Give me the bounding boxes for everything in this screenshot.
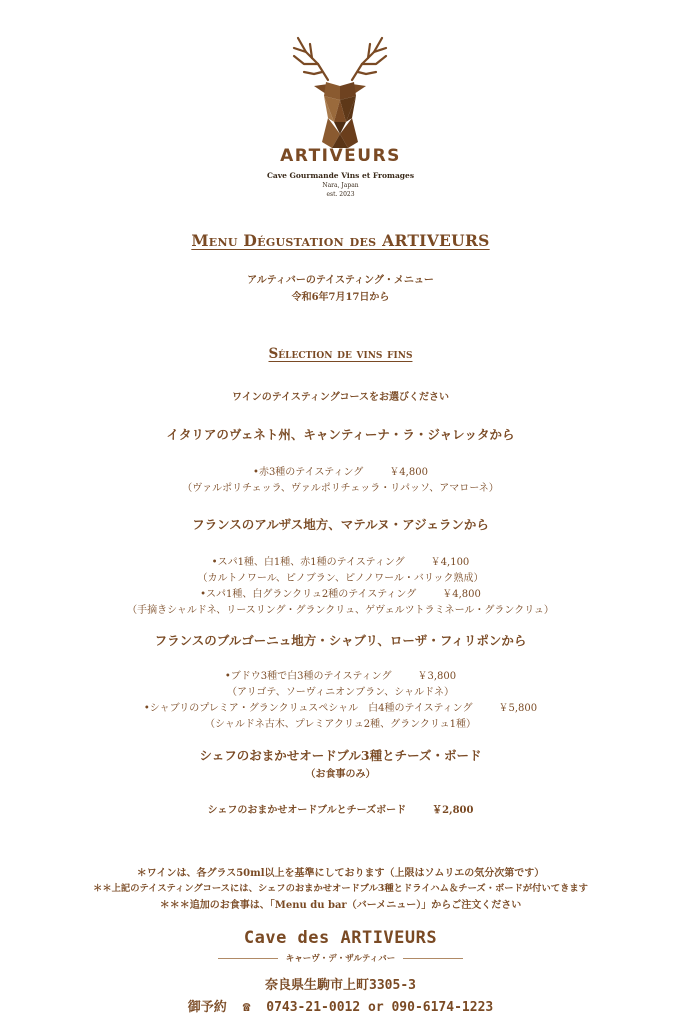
list-item — [0, 801, 681, 816]
shop-name: Cave des ARTIVEURS — [243, 928, 438, 948]
divider — [218, 958, 278, 959]
chef-item-price: ￥2,800 — [432, 805, 474, 816]
item-detail: （手摘きシャルドネ、リースリング・グランクリュ、ゲヴェルツトラミネール・グランクリュ） — [127, 605, 554, 616]
list-item — [0, 667, 681, 682]
chef-heading: シェフのおまかせオードブル3種とチーズ・ボード — [199, 748, 482, 763]
shop-kana-line — [0, 952, 681, 964]
list-item — [0, 553, 681, 568]
item-detail: （シャルドネ古木、プレミアクリュ2種、グランクリュ1種） — [205, 719, 476, 730]
phone-numbers[interactable]: 0743-21-0012 or 090-6174-1223 — [266, 1000, 494, 1015]
item-label: •ブドウ3種で白3種のテイスティング — [224, 671, 392, 682]
item-detail: （カルトノワール、ピノブラン、ピノノワール・バリック熟成） — [197, 573, 484, 584]
item-price: ￥4,800 — [442, 589, 481, 600]
phone-icon: ☎ — [242, 1000, 251, 1015]
stag-logo-icon — [288, 34, 392, 150]
wine-section-title: Sélection de vins fins — [268, 346, 413, 362]
shop-address: 奈良県生駒市上町3305-3 — [265, 978, 416, 993]
item-label: •スパ1種、白1種、赤1種のテイスティング — [211, 557, 405, 568]
menu-title: Menu Dégustation des ARTIVEURS — [191, 231, 490, 250]
list-item — [0, 699, 681, 714]
wine-section-intro: ワインのテイスティングコースをお選びください — [232, 392, 449, 403]
item-price: ￥4,100 — [430, 557, 470, 568]
brand-location: Nara, Japan — [322, 182, 359, 189]
menu-date: 令和6年7月17日から — [291, 292, 390, 303]
brand-tagline: Cave Gourmande Vins et Fromages — [266, 171, 415, 180]
item-label: •シャブリのプレミア・グランクリュスペシャル 白4種のテイスティング — [143, 703, 473, 714]
note-3: ＊＊＊追加のお食事は、「Menu du bar（バーメニュー）」からご注文ください — [159, 900, 522, 911]
item-detail: （ヴァルポリチェッラ、ヴァルポリチェッラ・リパッソ、アマローネ） — [182, 483, 499, 494]
reservation-line — [0, 996, 681, 1015]
note-1: ＊ワインは、各グラス50ml以上を基準にしております（上限はソムリエの気分次第です） — [136, 868, 545, 879]
list-item — [0, 585, 681, 600]
shop-kana: キャーヴ・デ・ザルティバー — [285, 954, 396, 964]
group-heading-alsace: フランスのアルザス地方、マテルヌ・アジェランから — [192, 517, 489, 532]
reserve-label: 御予約 — [187, 1000, 227, 1015]
chef-item-label: シェフのおまかせオードブルとチーズボード — [207, 805, 407, 816]
list-item — [0, 463, 681, 478]
divider — [403, 958, 463, 959]
note-2: ＊＊上記のテイスティングコースには、シェフのおまかせオードブル3種とドライハム＆チーズ・ボードが付いてきます — [93, 883, 588, 894]
item-detail: （アリゴテ、ソーヴィニオンブラン、シャルドネ） — [227, 687, 454, 698]
group-heading-italy: イタリアのヴェネト州、キャンティーナ・ラ・ジャレッタから — [166, 427, 515, 442]
item-price: ￥3,800 — [417, 671, 457, 682]
brand-established: est. 2023 — [326, 191, 355, 198]
group-heading-bourgogne: フランスのブルゴーニュ地方・シャブリ、ローザ・フィリポンから — [154, 633, 527, 648]
item-price: ￥4,800 — [389, 467, 428, 478]
item-price: ￥5,800 — [498, 703, 538, 714]
menu-subtitle: アルティバーのテイスティング・メニュー — [247, 275, 434, 286]
item-label: •赤3種のテイスティング — [253, 467, 364, 478]
chef-subheading: （お食事のみ） — [305, 769, 376, 780]
brand-name: ARTIVEURS — [280, 146, 401, 166]
item-label: •スパ1種、白グランクリュ2種のテイスティング — [200, 589, 417, 600]
